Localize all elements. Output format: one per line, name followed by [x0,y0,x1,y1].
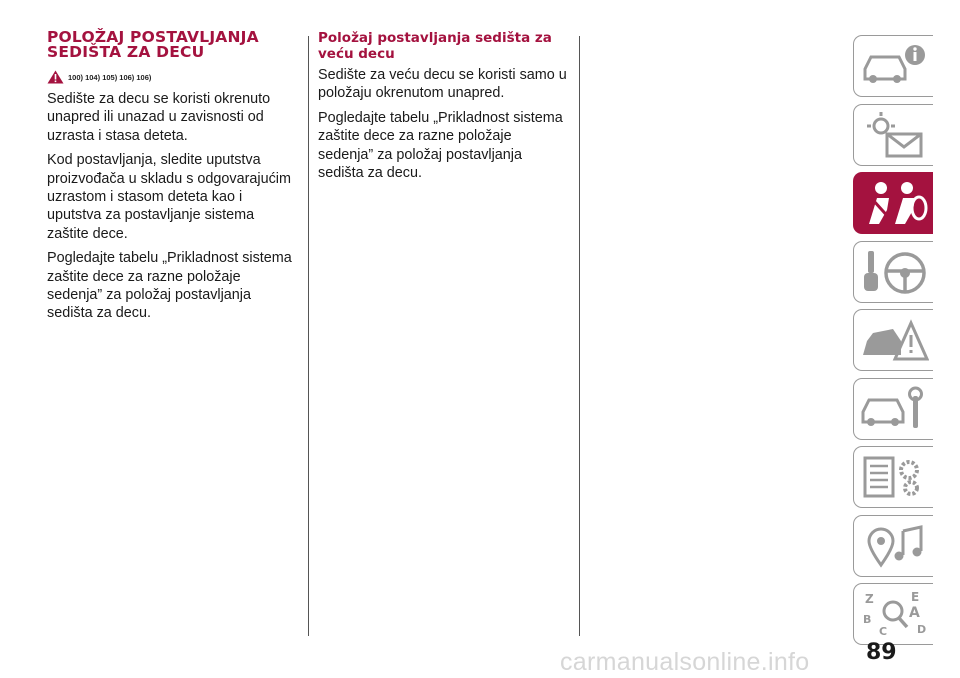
page-number: 89 [866,640,897,665]
spec-list-gears-icon [859,452,929,502]
svg-text:Z: Z [864,592,874,606]
subheading: Položaj postavljanja sedišta za veću decu [318,30,552,62]
column-divider [308,36,309,636]
tab-index[interactable] [853,583,933,645]
svg-text:D: D [916,623,926,636]
car-wrench-icon [859,384,929,434]
tab-car-info[interactable] [853,35,933,97]
tab-maintenance[interactable] [853,378,933,440]
tab-technical-data[interactable] [853,446,933,508]
column-divider [579,36,580,636]
svg-text:B: B [862,613,871,626]
tab-emergency[interactable] [853,309,933,371]
paragraph: Sedište za decu se koristi okrenuto unapred ili unazad u zavisnosti od uzrasta i stasa deteta. [47,91,271,144]
car-crash-warning-icon [859,315,929,365]
car-info-icon [859,41,929,91]
svg-text:C: C [878,625,887,638]
seatbelt-airbag-icon [859,178,929,228]
section-heading: POLOŽAJ POSTAVLJANJA SEDIŠTA ZA DECU [47,28,259,61]
warning-refs: 100) 104) 105) 106) 106) [68,72,152,82]
paragraph: Kod postavljanja, sledite uputstva proizvođača u skladu s odgovarajućim uzrastom i stasom deteta kao i uputstva za postavljanje sistema zaštite dece. [47,152,291,242]
chapter-tabs [853,35,935,652]
paragraph: Pogledajte tabelu „Prikladnost sistema zaštite dece za razne položaje sedenja” za položaj postavljanja sedišta za decu. [318,109,563,182]
paragraph: Sedište za veću decu se koristi samo u položaju okrenutom unapred. [318,67,567,102]
multimedia-nav-icon [859,521,929,571]
tab-warning-lights[interactable] [853,104,933,166]
watermark: carmanualsonline.info [560,648,810,676]
tab-starting-driving[interactable] [853,241,933,303]
svg-text:A: A [908,605,920,621]
warning-lights-message-icon [859,110,929,160]
alphabetical-index-icon [859,589,929,639]
tab-safety[interactable] [853,172,933,234]
warning-reference [47,70,299,84]
warning-triangle-icon [47,70,64,84]
left-column [47,30,299,329]
key-steering-wheel-icon [859,247,929,297]
paragraph: Pogledajte tabelu „Prikladnost sistema zaštite dece za razne položaje sedenja” za položaj postavljanja sedišta za decu. [47,250,292,322]
svg-text:E: E [910,590,919,604]
right-column [318,30,570,188]
tab-multimedia[interactable] [853,515,933,577]
